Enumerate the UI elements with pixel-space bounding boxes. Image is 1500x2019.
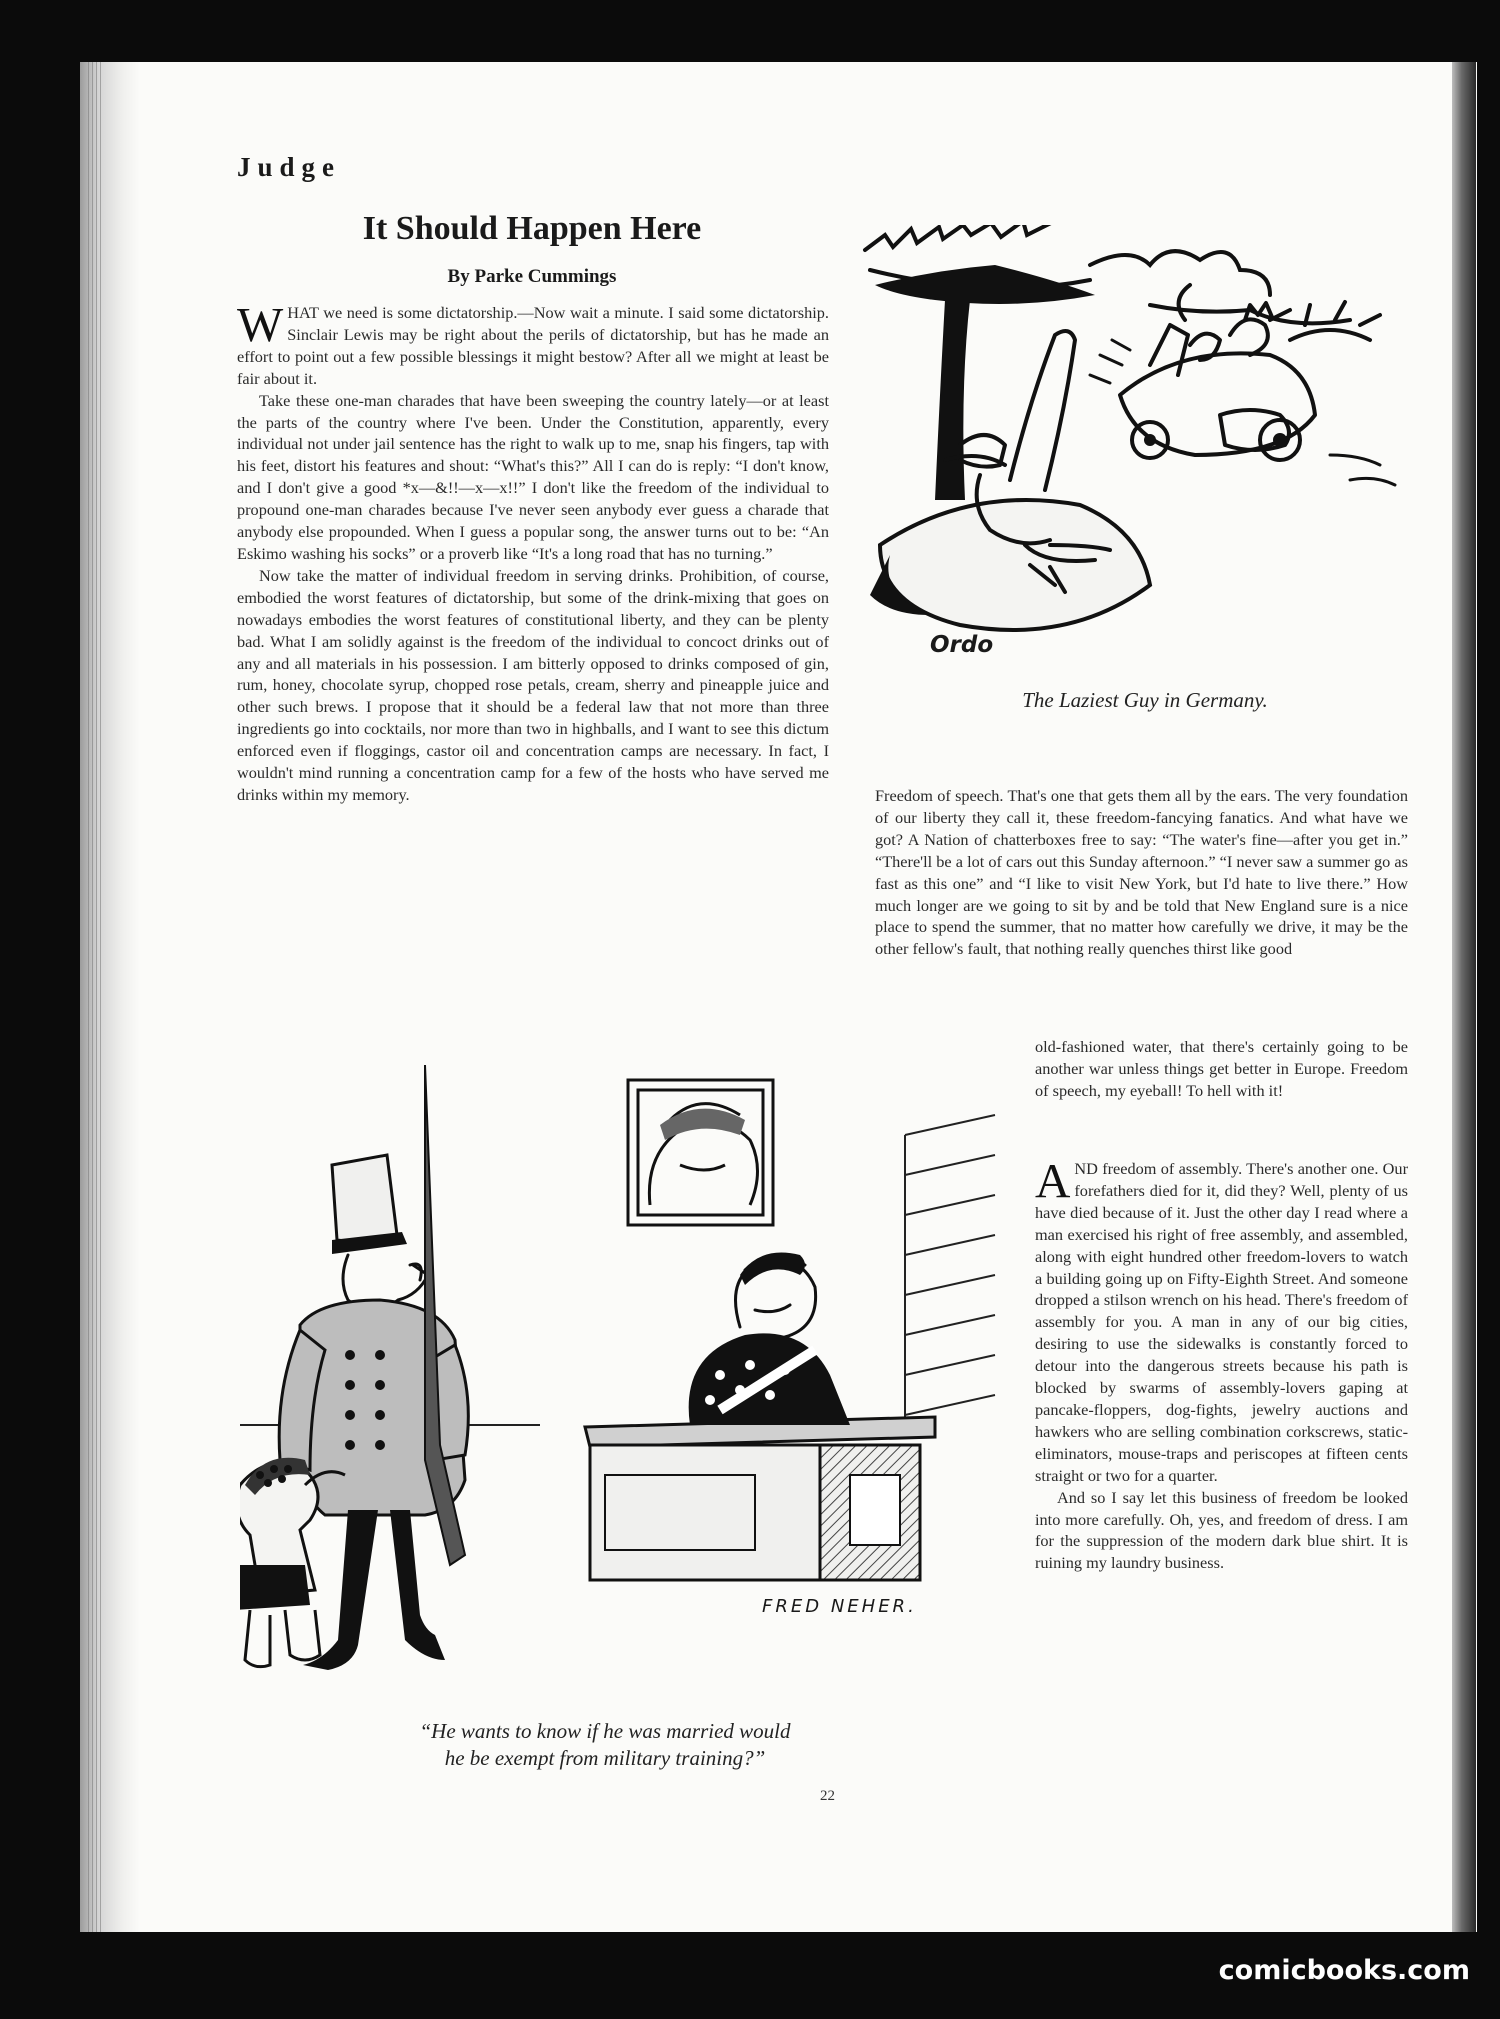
paragraph-intro [237,297,829,390]
next-page-edge [1452,62,1476,1932]
magazine-name: Judge [237,152,342,182]
paragraph-assembly [1035,1153,1408,1487]
paragraph-speech: Freedom of speech. That's one that gets them all by the ears. The very foundation of our liberty they call it, these freedom-fancying fanatics. And what have we got? A Nation of chatterboxes free to say: “The water's fine—after you get in.” “There'll be a lot of cars out this Sunday afternoon.” “I never saw a summer go as fast as this one” and “I like to visit New York, but I'd hate to live there.” How much longer are we going to sit by and be told that New England sure is a nice place to spend the summer, that no matter how carefully we drive, it may be the other fellow's fault, that nothing really quenches thirst like good [875,786,1408,959]
drop-cap-a: A [1035,1153,1071,1208]
page-stack-edges [88,62,102,1932]
left-column [237,297,829,806]
site-watermark: comicbooks.com [1218,1955,1470,1986]
paragraph-dress: And so I say let this business of freedom be looked into more carefully. Oh, yes, and freedom of dress. I am for the suppression of the modern dark blue shirt. It is ruining my laundry business. [1035,1487,1408,1573]
right-column-speech-continued [1035,1036,1408,1102]
cartoonist-signature-neher: FRED NEHER. [762,1596,917,1617]
article-title: It Should Happen Here [362,210,702,247]
cartoon-caption-military-training [305,1718,905,1772]
cartoon-caption-laziest-guy: The Laziest Guy in Germany. [1022,688,1268,712]
right-column-assembly [1035,1153,1408,1574]
right-column-speech [875,785,1408,960]
cartoon-laziest-guy [850,225,1410,685]
paragraph-assembly-text: ND freedom of assembly. There's another one. Our forefathers died for it, did they? Well, plenty of us have died because of it. Just the other day I read where a man exercised his right of free assembly, and assembled, along with eight hundred other freedom-lovers to watch a building going up on Fifty-Eighth Street. And someone dropped a stilson wrench on his head. There's freedom of assembly for you. A man in any of our big cities, desiring to use the sidewalks is constantly forced to detour into the dangerous streets because his path is blocked by swarms of assembly-lovers gaping at pancake-floppers, dog-fights, jewelry auctions and hawkers who are selling combination corkscrews, static-eliminators, mouse-traps and periscopes at fifteen cents straight or two for a quarter. [1035,1159,1408,1485]
paragraph-drinks: Now take the matter of individual freedom in serving drinks. Prohibition, of course, embodied the worst features of dictatorship, but some of the drink-mixing that goes on nowadays embodies the worst features of constitutional liberty, and they can be plenty bad. What I am solidly against is the freedom of the individual to concoct drinks out of any and all materials in his possession. I am bitterly opposed to drinks composed of gin, rum, honey, chocolate syrup, chopped rose petals, cream, sherry and pineapple juice and other such brews. I propose that it should be a federal law that not more than three ingredients go into cocktails, nor more than two in highballs, and I want to see this dictum enforced even if floggings, castor oil and concentration camps are necessary. In fact, I wouldn't mind running a concentration camp for a few of the hosts who have served me drinks within my memory. [237,565,829,804]
paragraph-speech-continued: old-fashioned water, that there's certainly going to be another war unless things get better in Europe. Freedom of speech, my eyeball! To hell with it! [1035,1037,1408,1100]
paragraph-charades: Take these one-man charades that have been sweeping the country lately—or at least the parts of the country where I've been. Under the Constitution, apparently, every individual not under jail sentence has the right to walk up to me, snap his fingers, tap with his feet, distort his features and shout: “What's this?” All I can do is reply: “I don't know, and I don't give a good *x—&!!—x—x!!” I don't like the freedom of the individual to propound one-man charades because I've never seen anybody ever guess a charade that anybody else propounded. When I guess a popular song, the answer turns out to be: “An Eskimo washing his socks” or a proverb like “It's a long road that has no turning.” [237,390,829,563]
cartoon-military-training [240,1065,1000,1715]
article-byline: By Parke Cummings [447,266,617,287]
caption-line-1: “He wants to know if he was married would [419,1719,791,1743]
paragraph-intro-text: HAT we need is some dictatorship.—Now wait a minute. I said some dictatorship. Sinclair Lewis may be right about the perils of dictatorship, but has he made an effort to point out a few possible blessings it might bestow? After all we might at least be fair about it. [237,303,829,388]
caption-line-2: he be exempt from military training?” [444,1746,766,1770]
cartoonist-signature: Ordo [930,632,994,658]
page-number: 22 [820,1788,835,1804]
drop-cap-w: W [237,297,284,352]
